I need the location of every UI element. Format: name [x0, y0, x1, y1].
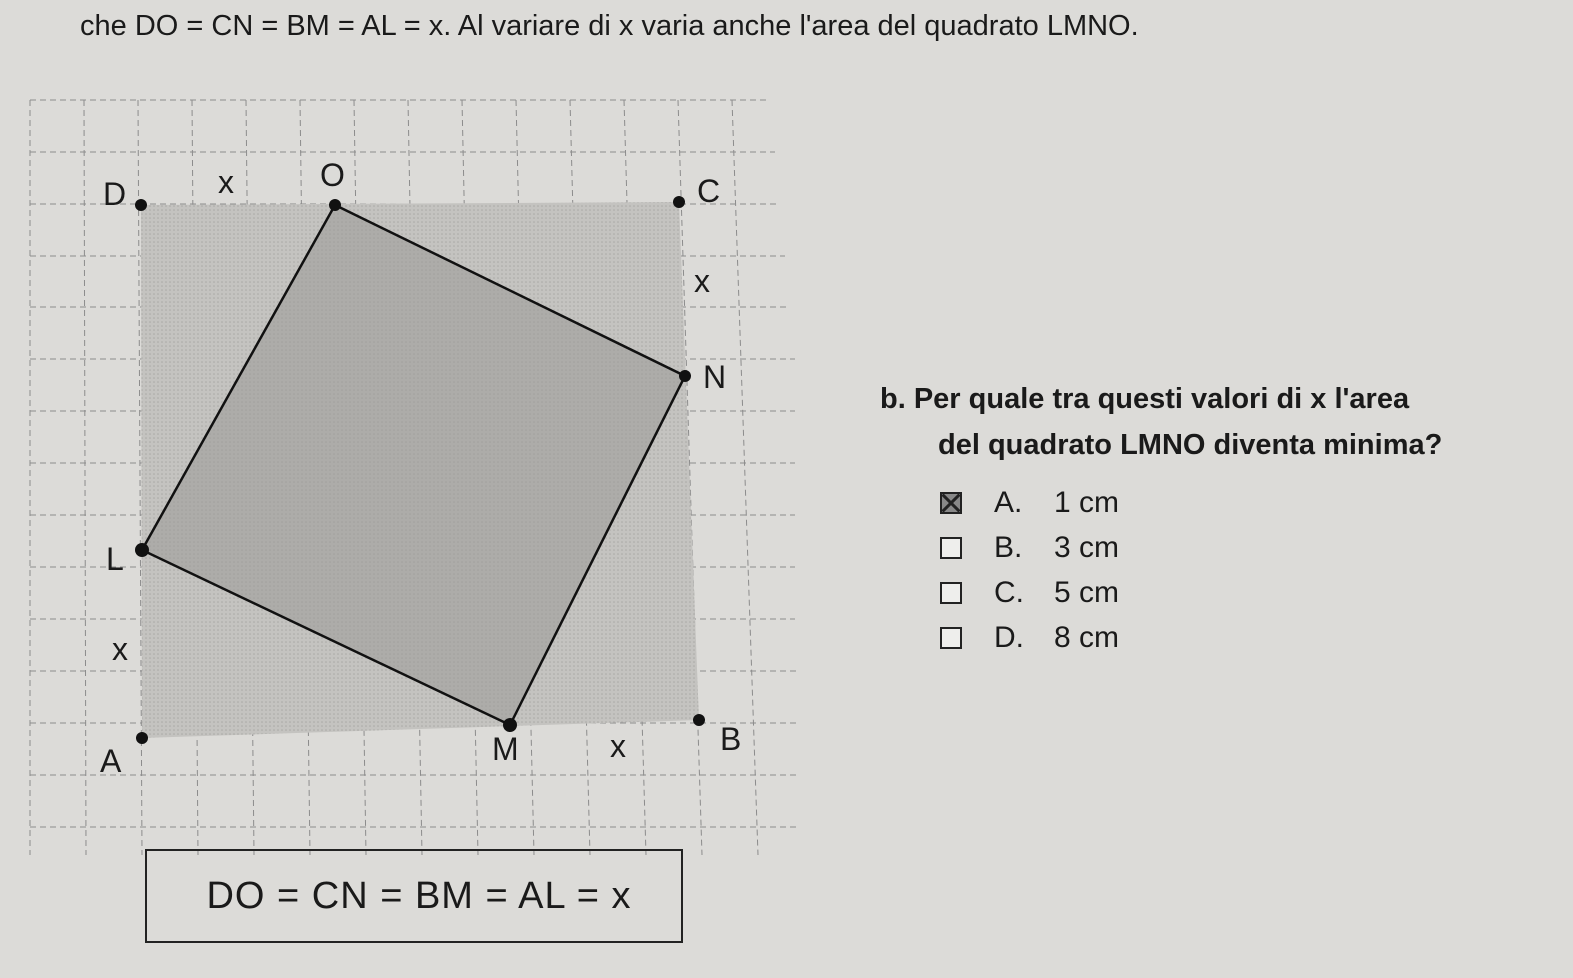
- option-d-letter: D.: [994, 620, 1024, 654]
- vertex-c: [673, 196, 685, 208]
- checkbox-b[interactable]: [940, 537, 962, 559]
- option-a[interactable]: [940, 480, 1119, 525]
- option-c[interactable]: [940, 570, 1119, 615]
- intro-equation: DO = CN = BM = AL = x: [134, 10, 444, 42]
- label-x-top: x: [218, 164, 234, 200]
- vertex-m: [503, 718, 517, 732]
- label-c: C: [697, 173, 721, 209]
- vertex-d: [135, 199, 147, 211]
- vertex-o: [329, 199, 341, 211]
- option-b-value: 3 cm: [1054, 530, 1120, 564]
- formula-box: [145, 849, 683, 943]
- label-x-bottom: x: [610, 728, 626, 764]
- label-d: D: [103, 176, 127, 212]
- question-line-2: del quadrato LMNO diventa minima?: [938, 429, 1443, 461]
- vertex-n: [679, 370, 691, 382]
- option-c-value: 5 cm: [1054, 575, 1120, 609]
- checkbox-a-checked[interactable]: [940, 492, 962, 514]
- label-l: L: [106, 541, 124, 577]
- label-x-right: x: [694, 263, 710, 299]
- vertex-a: [136, 732, 148, 744]
- option-c-letter: C.: [994, 575, 1024, 609]
- label-o: O: [320, 157, 345, 193]
- question-b: [880, 376, 1442, 468]
- vertex-b: [693, 714, 705, 726]
- formula-text: DO = CN = BM = AL = x: [206, 874, 632, 917]
- label-x-left: x: [112, 631, 128, 667]
- option-d-value: 8 cm: [1054, 620, 1120, 654]
- checkbox-d[interactable]: [940, 627, 962, 649]
- vertex-l: [135, 543, 149, 557]
- label-b: B: [720, 721, 742, 757]
- option-b[interactable]: [940, 525, 1119, 570]
- answer-options: [940, 480, 1119, 660]
- option-b-letter: B.: [994, 530, 1023, 564]
- option-a-letter: A.: [994, 485, 1023, 519]
- intro-rest: . Al variare di x varia anche l'area del quadrato LMNO.: [443, 10, 1139, 42]
- label-a: A: [100, 743, 122, 779]
- checkbox-c[interactable]: [940, 582, 962, 604]
- option-a-value: 1 cm: [1054, 485, 1120, 519]
- label-m: M: [492, 731, 519, 767]
- intro-prefix: che: [80, 10, 135, 42]
- label-n: N: [703, 359, 727, 395]
- question-line-1: b. Per quale tra questi valori di x l'area: [880, 383, 1410, 415]
- option-d[interactable]: [940, 615, 1119, 660]
